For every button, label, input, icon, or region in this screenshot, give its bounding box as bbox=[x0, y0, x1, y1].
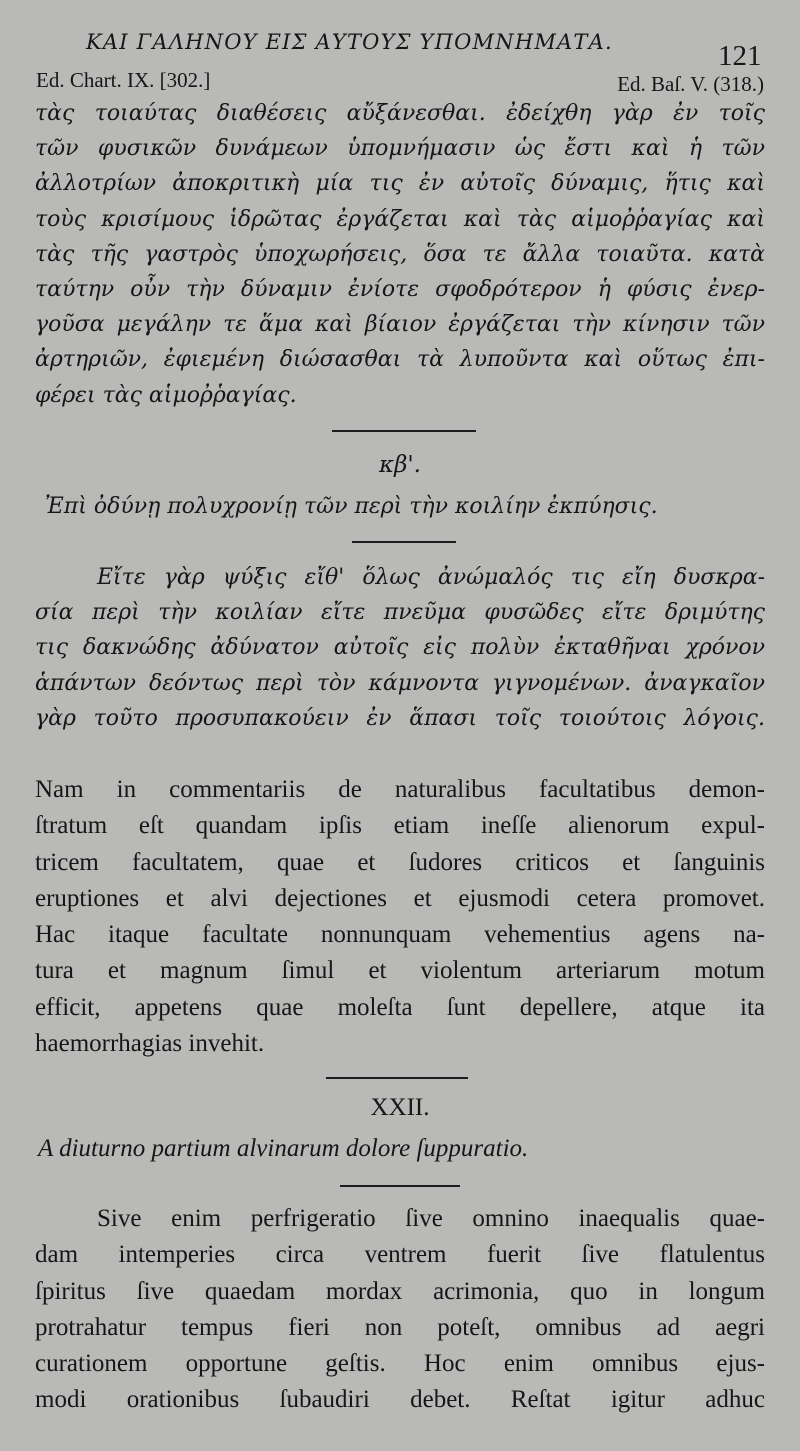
text-line: ἁπάντων δεόντως περὶ τὸν κάμνοντα γιγνομένων. ἀναγκαῖον bbox=[35, 670, 765, 696]
text-line: τὰς τοιαύτας διαθέσεις αὔξάνεσθαι. ἐδείχθη γὰρ ἐν τοῖς bbox=[35, 101, 765, 126]
text-line: ταύτην οὖν τὴν δύναμιν ἐνίοτε σφοδρότερον ἡ φύσις ἐνερ- bbox=[35, 276, 765, 302]
text-line: γοῦσα μεγάλην τε ἅμα καὶ βίαιον ἐργάζεται τὴν κίνησιν τῶν bbox=[35, 312, 765, 338]
text-line: ἀλλοτρίων ἀποκριτικὴ μία τις ἐν αὐτοῖς δύναμις, ἥτις καὶ bbox=[35, 171, 765, 197]
text-line: efficit, appetens quae moleſta ſunt depellere, atque ita bbox=[35, 993, 765, 1021]
greek-section-title: Ἐπὶ ὀδύνῃ πολυχρονίῃ τῶν περὶ τὴν κοιλίην ἐκπύησις. bbox=[45, 494, 658, 519]
text-line: haemorrhagias invehit. bbox=[35, 1030, 265, 1058]
text-line: Sive enim perfrigeratio ſive omnino inaequalis quae- bbox=[97, 1205, 765, 1232]
running-head bbox=[0, 26, 800, 72]
text-line: τῶν φυσικῶν δυνάμεων ὑπομνήμασιν ὡς ἔστι καὶ ἡ τῶν bbox=[35, 136, 765, 162]
text-line: eruptiones et alvi dejectiones et ejusmodi cetera promovet. bbox=[35, 884, 765, 912]
latin-section-number: XXII. bbox=[370, 1094, 430, 1121]
section-divider bbox=[340, 1185, 460, 1187]
section-divider bbox=[332, 430, 476, 432]
text-line: τις δακνώδης ἀδύνατον αὐτοῖς εἰς πολὺν ἐκταθῆναι χρόνον bbox=[35, 635, 765, 661]
text-line: tricem facultatem, quae et ſudores criticos et ſanguinis bbox=[35, 848, 765, 876]
latin-paragraph-2 bbox=[35, 1201, 765, 1419]
text-line: φέρει τὰς αἱμοῤῥαγίας. bbox=[35, 382, 297, 408]
latin-paragraph-1 bbox=[35, 772, 765, 1062]
greek-paragraph-2 bbox=[35, 560, 765, 736]
section-divider bbox=[352, 541, 456, 543]
text-line: γὰρ τοῦτο προσυπακούειν ἐν ἅπασι τοῖς τοιούτοις λόγοις. bbox=[35, 705, 765, 731]
text-line: Hac itaque facultate nonnunquam vehementius agens na- bbox=[35, 921, 765, 949]
text-line: Nam in commentariis de naturalibus facultatibus demon- bbox=[35, 776, 765, 803]
greek-paragraph-1 bbox=[35, 96, 765, 413]
section-divider bbox=[326, 1077, 468, 1079]
running-title: ΚΑΙ ΓΑΛΗΝΟΥ ΕΙΣ ΑΥΤΟΥΣ ΥΠΟΜΝΗΜΑΤΑ. bbox=[86, 30, 613, 54]
text-line: σία περὶ τὴν κοιλίαν εἴτε πνεῦμα φυσῶδες εἴτε δριμύτης bbox=[35, 600, 765, 626]
text-line: ſtratum eſt quandam ipſis etiam ineſſe alienorum expul- bbox=[35, 812, 765, 840]
text-line: ἀρτηριῶν, ἐφιεμένη διώσασθαι τὰ λυποῦντα καὶ οὕτως ἐπι- bbox=[35, 347, 765, 373]
text-line: protrahatur tempus fieri non poteſt, omnibus ad aegri bbox=[35, 1313, 765, 1341]
text-line: τοὺς κρισίμους ἱδρῶτας ἐργάζεται καὶ τὰς αἱμοῤῥαγίας καὶ bbox=[35, 206, 765, 232]
text-line: Εἴτε γὰρ ψύξις εἴθ' ὅλως ἀνώμαλός τις εἴη δυσκρα- bbox=[97, 565, 765, 590]
greek-section-number: κβ'. bbox=[378, 452, 421, 478]
text-line: ſpiritus ſive quaedam mordax acrimonia, quo in longum bbox=[35, 1277, 765, 1305]
latin-section-title: A diuturno partium alvinarum dolore ſuppuratio. bbox=[38, 1135, 529, 1162]
text-line: curationem opportune geſtis. Hoc enim omnibus ejus- bbox=[35, 1350, 765, 1378]
text-line: modi orationibus ſubaudiri debet. Reſtat igitur adhuc bbox=[35, 1386, 765, 1414]
text-line: tura et magnum ſimul et violentum arteriarum motum bbox=[35, 957, 765, 985]
text-line: dam intemperies circa ventrem fuerit ſive flatulentus bbox=[35, 1241, 765, 1269]
edition-basel-reference: Ed. Baſ. V. (318.) bbox=[617, 72, 764, 96]
text-line: τὰς τῆς γαστρὸς ὑποχωρήσεις, ὅσα τε ἄλλα τοιαῦτα. κατὰ bbox=[35, 241, 765, 267]
edition-reference-line bbox=[36, 68, 764, 94]
page-number: 121 bbox=[718, 40, 762, 72]
edition-chart-reference: Ed. Chart. IX. [302.] bbox=[36, 68, 211, 92]
